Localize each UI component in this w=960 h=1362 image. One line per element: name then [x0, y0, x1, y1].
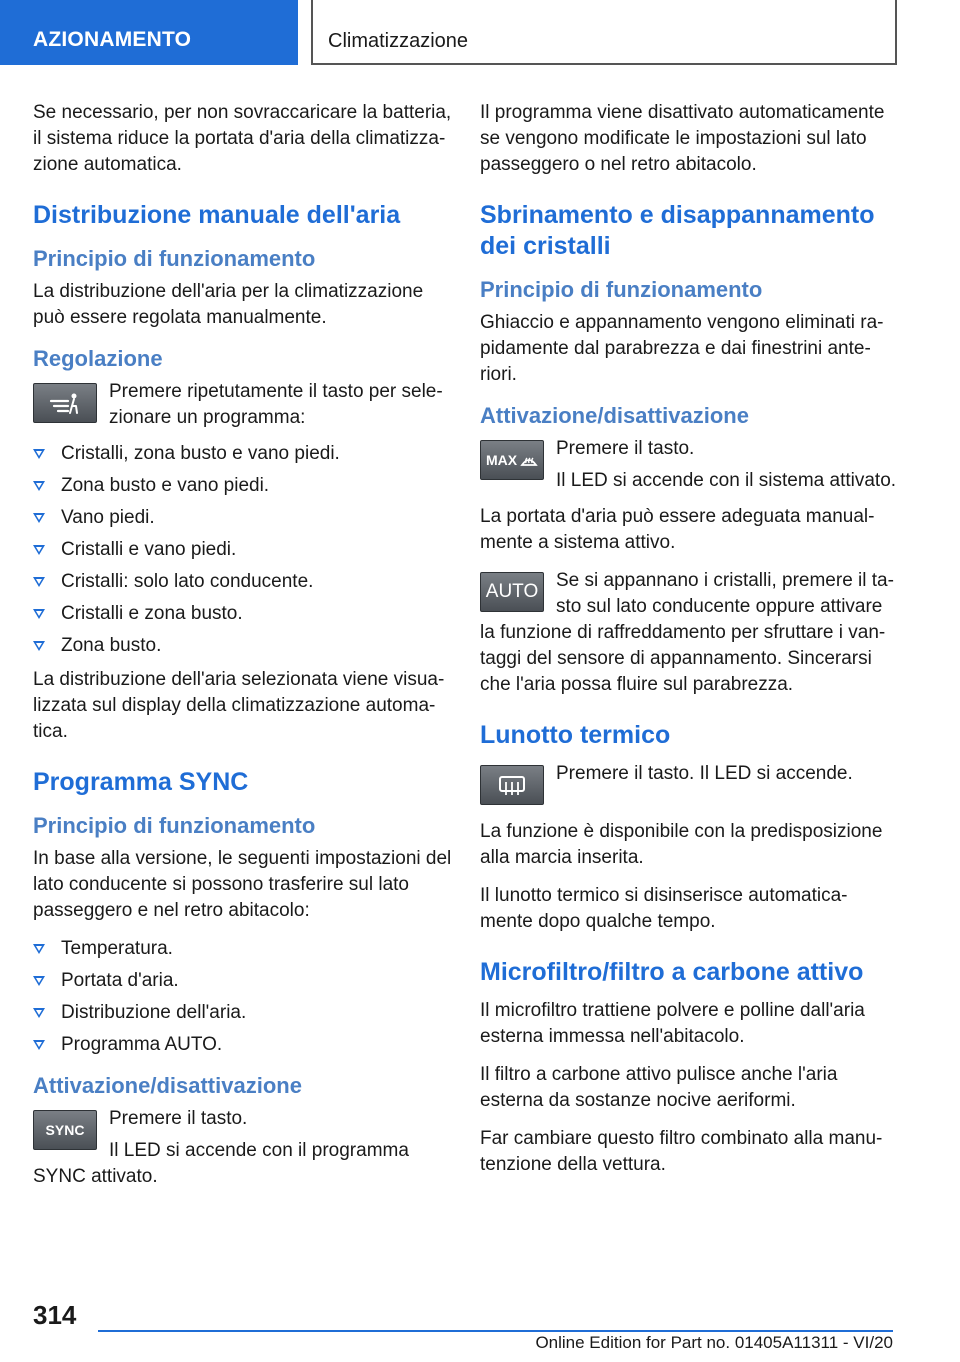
list-item: Programma AUTO.	[33, 1032, 453, 1058]
list-item: Temperatura.	[33, 936, 453, 962]
triangle-bullet-icon	[33, 513, 45, 523]
defrost-activation-heading: Attivazione/disattivazione	[480, 403, 749, 428]
triangle-bullet-icon	[33, 641, 45, 651]
sync-led-text: Il LED si accende con il programma SYNC attivato.	[33, 1140, 409, 1187]
list-item: Zona busto.	[33, 633, 453, 659]
triangle-bullet-icon	[33, 1008, 45, 1018]
adjust-heading: Regolazione	[33, 346, 163, 371]
max-press-text: Premere il tasto.	[556, 438, 695, 459]
rear-window-heading: Lunotto termico	[480, 721, 671, 749]
microfilter-text-1: Il microfiltro trattiene polvere e polline dall'aria esterna immessa nell'abitacolo.	[480, 1000, 865, 1047]
defrost-heading: Sbrinamento e disappannamento dei cristalli	[480, 201, 875, 260]
chapter-title: Climatizzazione	[328, 30, 469, 52]
triangle-bullet-icon	[33, 976, 45, 986]
windshield-defrost-icon	[520, 451, 538, 469]
defrost-manual-text: La portata d'aria può essere adeguata manual-mente a sistema attivo.	[480, 506, 875, 553]
triangle-bullet-icon	[33, 609, 45, 619]
list-item: Distribuzione dell'aria.	[33, 1000, 453, 1026]
right-column	[480, 100, 900, 1190]
list-item: Vano piedi.	[33, 505, 453, 531]
auto-key-block	[480, 568, 900, 698]
edition-text: Online Edition for Part no. 01405A11311 - VI/20	[535, 1333, 893, 1352]
rear-window-available-text: La funzione è disponibile con la predisposizione alla marcia inserita.	[480, 821, 883, 868]
sync-off-text: Il programma viene disattivato automaticamente se vengono modificate le impostazioni sul lato passeggero o nel retro abitacolo.	[480, 102, 885, 175]
rear-defrost-icon	[497, 774, 527, 796]
max-defrost-key-icon	[480, 440, 544, 480]
adjust-text: Premere ripetutamente il tasto per sele-zionare un programma:	[109, 381, 443, 428]
list-item: Cristalli e zona busto.	[33, 601, 453, 627]
sync-principle-heading: Principio di funzionamento	[33, 813, 316, 838]
list-item: Cristalli: solo lato conducente.	[33, 569, 453, 595]
defrost-principle-heading: Principio di funzionamento	[480, 277, 763, 302]
triangle-bullet-icon	[33, 577, 45, 587]
sync-key-icon: SYNC	[33, 1110, 97, 1150]
list-item: Portata d'aria.	[33, 968, 453, 994]
sync-heading: Programma SYNC	[33, 768, 249, 796]
microfilter-heading: Microfiltro/filtro a carbone attivo	[480, 958, 864, 986]
list-item: Zona busto e vano piedi.	[33, 473, 453, 499]
rear-window-press-text: Premere il tasto. Il LED si accende.	[556, 763, 853, 784]
max-led-text: Il LED si accende con il sistema attivato.	[556, 470, 897, 491]
rear-window-auto-off-text: Il lunotto termico si disinserisce automatica-mente dopo qualche tempo.	[480, 885, 848, 932]
chapter-tab	[311, 0, 897, 65]
triangle-bullet-icon	[33, 481, 45, 491]
triangle-bullet-icon	[33, 449, 45, 459]
defrost-principle-text: Ghiaccio e appannamento vengono eliminati ra-pidamente dal parabrezza e dai finestrini ante-riori.	[480, 312, 884, 385]
auto-text: Se si appannano i cristalli, premere il ta-sto sul lato conducente oppure attivare la funzione di raffreddamento per sfruttare i van-taggi del sensore di appannamento. Sincerarsi che l'aria possa fluire sul parabrezza.	[480, 570, 894, 695]
sync-press-text: Premere il tasto.	[109, 1108, 248, 1129]
manual-principle-heading: Principio di funzionamento	[33, 246, 316, 271]
sync-list	[33, 936, 453, 1058]
air-distribution-key-icon	[33, 383, 97, 423]
footer-divider	[98, 1330, 893, 1332]
sync-activation-heading: Attivazione/disattivazione	[33, 1073, 302, 1098]
triangle-bullet-icon	[33, 944, 45, 954]
triangle-bullet-icon	[33, 1040, 45, 1050]
rear-window-block	[480, 761, 900, 809]
page-number: 314	[33, 1300, 77, 1330]
max-key-label: MAX	[485, 452, 518, 468]
sync-principle-text: In base alla versione, le seguenti impostazioni del lato conducente si possono trasferire sul lato passeggero e nel retro abitacolo:	[33, 848, 452, 921]
section-title: AZIONAMENTO	[33, 28, 192, 51]
sync-activation-block	[33, 1106, 453, 1190]
microfilter-text-3: Far cambiare questo filtro combinato alla manu-tenzione della vettura.	[480, 1128, 883, 1175]
rear-window-heater-key-icon	[480, 765, 544, 805]
left-column	[33, 100, 453, 1200]
list-item: Cristalli, zona busto e vano piedi.	[33, 441, 453, 467]
manual-distribution-heading: Distribuzione manuale dell'aria	[33, 201, 401, 229]
air-distribution-icon	[48, 391, 82, 415]
auto-key-icon: AUTO	[480, 572, 544, 612]
max-key-block	[480, 436, 900, 494]
display-text: La distribuzione dell'aria selezionata viene visua-lizzata sul display della climatizzazione automa-tica.	[33, 669, 445, 742]
program-list	[33, 441, 453, 659]
adjust-block	[33, 379, 453, 431]
section-tab	[0, 0, 298, 65]
list-item: Cristalli e vano piedi.	[33, 537, 453, 563]
microfilter-text-2: Il filtro a carbone attivo pulisce anche l'aria esterna da sostanze nocive aeriformi.	[480, 1064, 838, 1111]
manual-principle-text: La distribuzione dell'aria per la climatizzazione può essere regolata manualmente.	[33, 281, 424, 328]
battery-intro: Se necessario, per non sovraccaricare la batteria, il sistema riduce la portata d'aria della climatizza-zione automatica.	[33, 102, 452, 175]
triangle-bullet-icon	[33, 545, 45, 555]
